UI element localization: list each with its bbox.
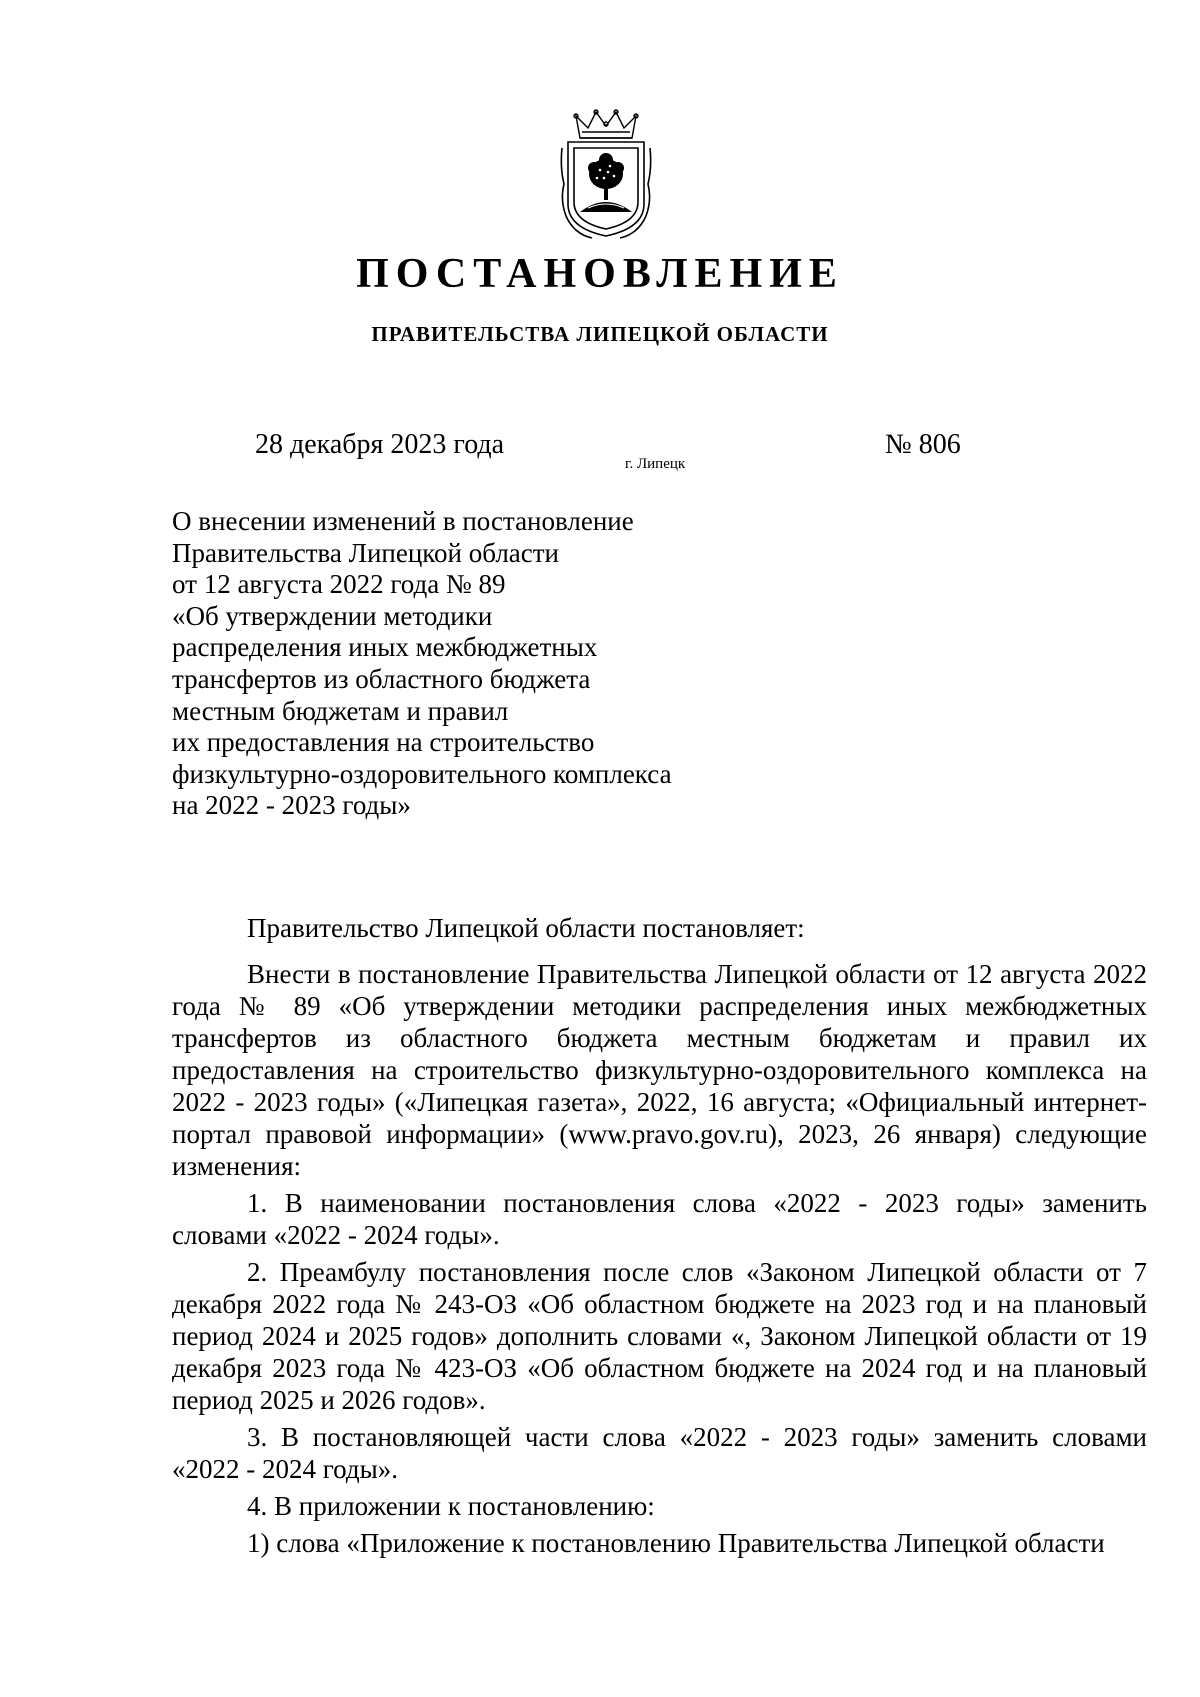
body-paragraph-item-3: 3. В постановляющей части слова «2022 - 2023 годы» заменить словами «2022 - 2024 годы». <box>172 1422 1147 1484</box>
document-type-title: ПОСТАНОВЛЕНИЕ <box>356 251 844 297</box>
coat-of-arms-icon <box>558 108 654 240</box>
issuing-authority: ПРАВИТЕЛЬСТВА ЛИПЕЦКОЙ ОБЛАСТИ <box>371 322 829 346</box>
body-paragraph-subitem-1: 1) слова «Приложение к постановлению Правительства Липецкой области <box>247 1528 1105 1558</box>
body-paragraph-item-1: 1. В наименовании постановления слова «2022 - 2023 годы» заменить словами «2022 - 2024 годы». <box>172 1188 1147 1250</box>
document-city: г. Липецк <box>625 456 686 472</box>
document-subject <box>172 506 772 822</box>
body-paragraph-main: Внести в постановление Правительства Липецкой области от 12 августа 2022 года № 89 «Об утверждении методики распределения иных межбюджетных трансфертов из областного бюджета местным бюджетам и правил их предоставления на строительство физкультурно-оздоровительного комплекса на 2022 - 2023 годы» («Липецкая газета», 2022, 16 августа; «Официальный интернет-портал правовой информации» (www.pravo.gov.ru), 2023, 26 января) следующие изменения: <box>172 959 1147 1181</box>
body-paragraph-item-4: 4. В приложении к постановлению: <box>247 1491 655 1521</box>
document-body <box>172 912 1147 1564</box>
subject-line: на 2022 - 2023 годы» <box>172 790 411 821</box>
subject-line: О внесении изменений в постановление <box>172 506 634 536</box>
subject-line: физкультурно-оздоровительного комплекса <box>172 758 672 789</box>
body-paragraph-item-2: 2. Преамбулу постановления после слов «Законом Липецкой области от 7 декабря 2022 года № 243-ОЗ «Об областном бюджете на 2023 год и на плановый период 2024 и 2025 годов» дополнить словами «, Законом Липецкой области от 19 декабря 2023 года № 423-ОЗ «Об областном бюджете на 2024 год и на плановый период 2025 и 2026 годов». <box>172 1257 1147 1415</box>
document-number: № 806 <box>885 429 961 460</box>
subject-line: местным бюджетам и правил <box>172 695 509 726</box>
subject-line: Правительства Липецкой области <box>172 537 560 568</box>
subject-line: их предоставления на строительство <box>172 727 595 758</box>
subject-line: «Об утверждении методики <box>172 600 493 631</box>
subject-line: от 12 августа 2022 года № 89 <box>172 569 506 600</box>
document-date: 28 декабря 2023 года <box>255 429 505 460</box>
subject-line: распределения иных межбюджетных <box>172 632 598 663</box>
subject-line: трансфертов из областного бюджета <box>172 663 591 694</box>
body-paragraph-preamble: Правительство Липецкой области постановляет: <box>247 913 805 943</box>
